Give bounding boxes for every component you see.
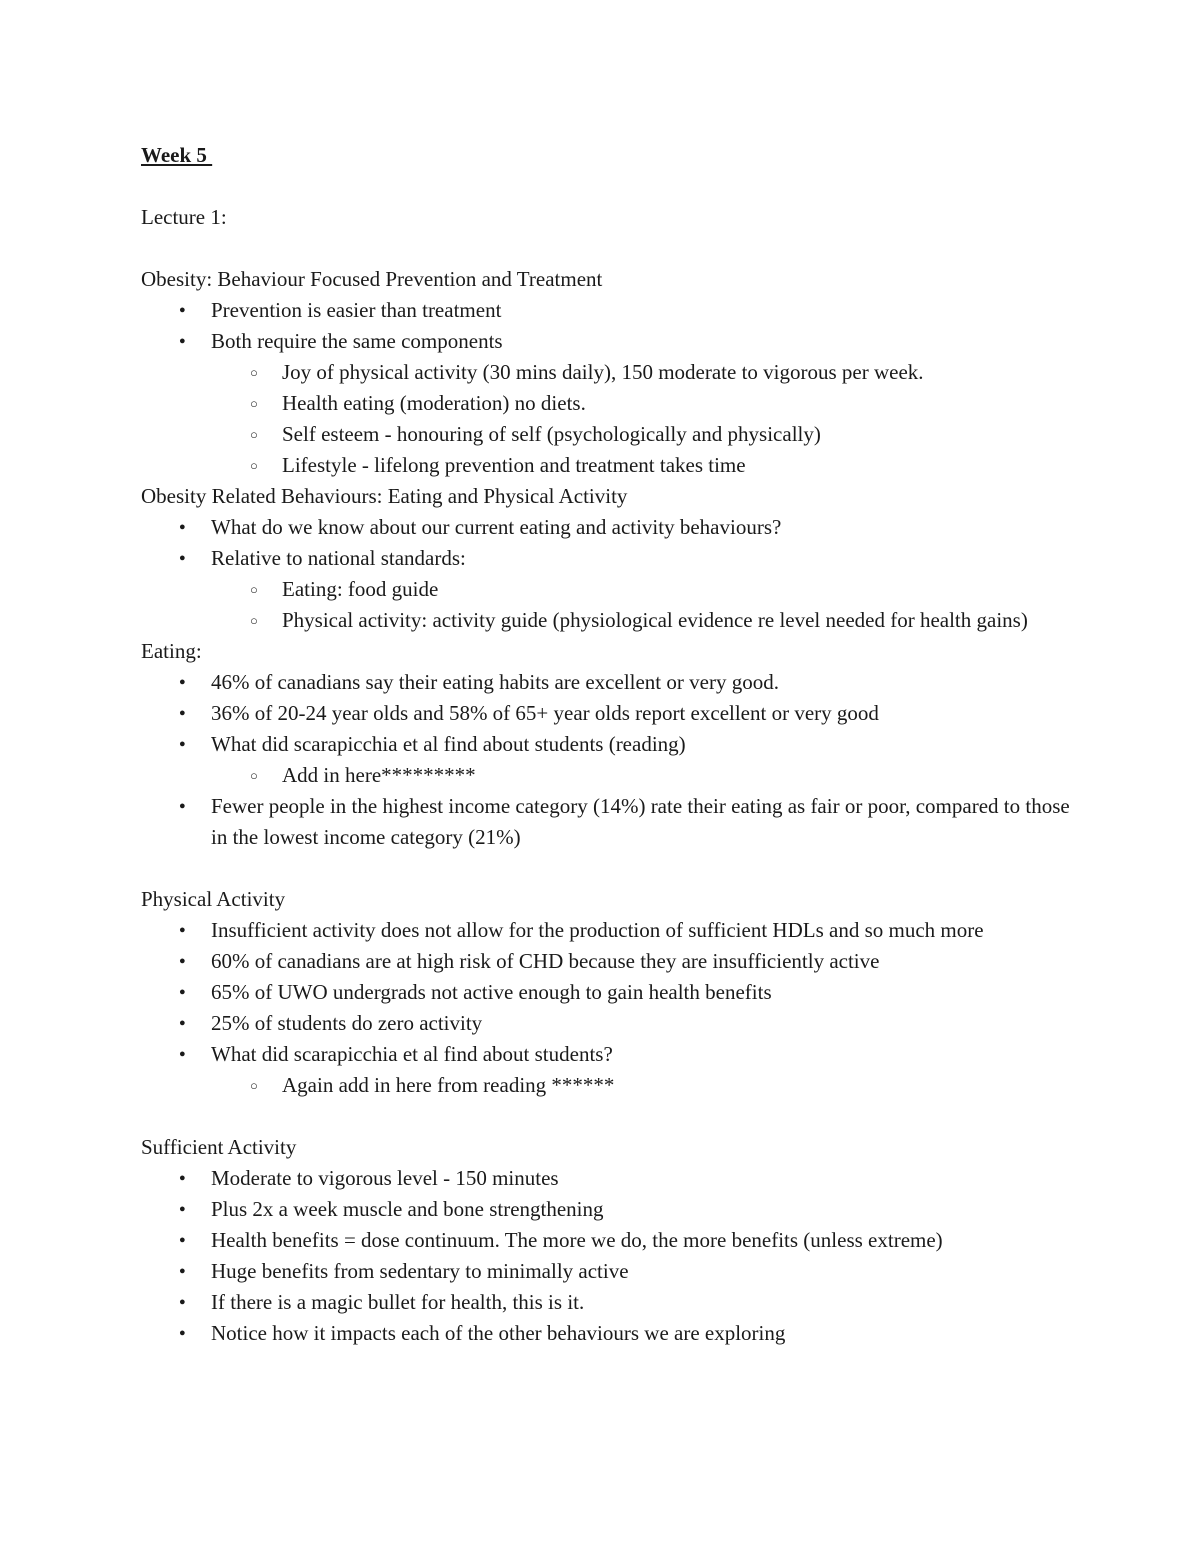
section-heading: Sufficient Activity [141,1135,297,1159]
sub-bullet-item: ○ Lifestyle - lifelong prevention and treatment takes time [141,450,1081,481]
bullet-list [141,295,1081,481]
bullet-item: ● 36% of 20-24 year olds and 58% of 65+ year olds report excellent or very good [141,698,1081,729]
spacer [141,853,1081,884]
bullet-item: ● Insufficient activity does not allow for the production of sufficient HDLs and so much more [141,915,1081,946]
sub-bullet-item: ○ Joy of physical activity (30 mins daily), 150 moderate to vigorous per week. [141,357,1081,388]
section-heading: Obesity: Behaviour Focused Prevention and Treatment [141,267,603,291]
bullet-item: ● Huge benefits from sedentary to minimally active [141,1256,1081,1287]
section-heading: Physical Activity [141,887,286,911]
bullet-item: ● 25% of students do zero activity [141,1008,1081,1039]
bullet-item: ● Prevention is easier than treatment [141,295,1081,326]
sub-bullet-item: ○ Add in here********* [141,760,1081,791]
sub-bullet-item: ○ Eating: food guide [141,574,1081,605]
sub-bullet-item: ○ Self esteem - honouring of self (psychologically and physically) [141,419,1081,450]
bullet-item: ● Relative to national standards: [141,543,1081,574]
bullet-item: ● Both require the same components [141,326,1081,357]
section-heading: Eating: [141,639,202,663]
sub-bullet-item: ○ Physical activity: activity guide (physiological evidence re level needed for health gains) [141,605,1081,636]
notes-body [141,264,1081,1349]
bullet-item: ● Health benefits = dose continuum. The more we do, the more benefits (unless extreme) [141,1225,1081,1256]
bullet-item: ● If there is a magic bullet for health, this is it. [141,1287,1081,1318]
bullet-item: ● Moderate to vigorous level - 150 minutes [141,1163,1081,1194]
section-heading: Obesity Related Behaviours: Eating and Physical Activity [141,484,628,508]
bullet-item: ● What do we know about our current eating and activity behaviours? [141,512,1081,543]
lecture-label: Lecture 1: [141,205,227,229]
sub-bullet-item: ○ Health eating (moderation) no diets. [141,388,1081,419]
bullet-item: ● 65% of UWO undergrads not active enough to gain health benefits [141,977,1081,1008]
bullet-list [141,512,1081,636]
bullet-item: ● Plus 2x a week muscle and bone strengthening [141,1194,1081,1225]
bullet-list [141,1163,1081,1349]
bullet-item: ● 46% of canadians say their eating habits are excellent or very good. [141,667,1081,698]
bullet-item: ● What did scarapicchia et al find about students? [141,1039,1081,1070]
bullet-list [141,667,1081,853]
sub-bullet-item: ○ Again add in here from reading ****** [141,1070,1081,1101]
bullet-item: ● Fewer people in the highest income category (14%) rate their eating as fair or poor, compared to those in the lowest income category (21%) [141,791,1081,853]
spacer [141,233,1081,264]
bullet-list [141,915,1081,1101]
spacer [141,171,1081,202]
bullet-item: ● What did scarapicchia et al find about students (reading) [141,729,1081,760]
bullet-item: ● 60% of canadians are at high risk of CHD because they are insufficiently active [141,946,1081,977]
spacer [141,1101,1081,1132]
document-title: Week 5 [141,143,213,167]
bullet-item: ● Notice how it impacts each of the other behaviours we are exploring [141,1318,1081,1349]
document-page [141,140,1081,1349]
